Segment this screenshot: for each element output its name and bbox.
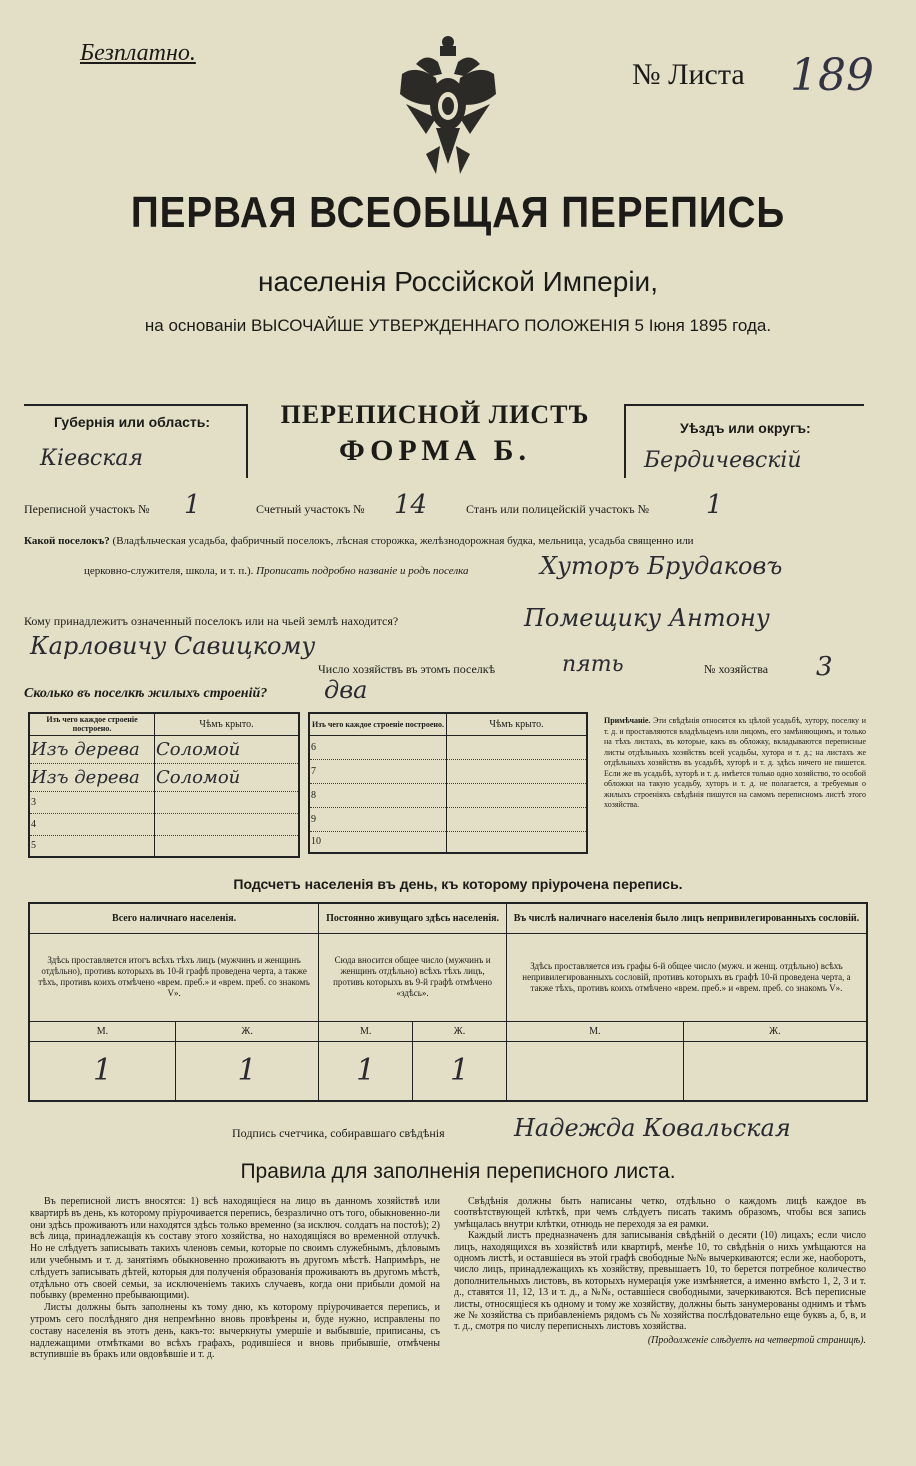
permanent-female-header: Ж.	[413, 1021, 507, 1041]
count-precinct-value: 14	[394, 490, 428, 520]
stan-value: 1	[706, 490, 723, 520]
population-count-table	[28, 902, 868, 1102]
double-headed-eagle-emblem	[396, 34, 500, 184]
precinct-label: Переписной участокъ №	[24, 502, 150, 516]
rules-right-p2: Каждый листъ предназначенъ для записыванія свѣдѣній о десяти (10) лицахъ; если число лицъ, находящихся въ хозяйствѣ или квартирѣ, менѣе 10, то свѣдѣнія о нихъ умѣщаются на одномъ листѣ, и оставшіеся въ этой графѣ свободные №№ вычеркиваются; если же, наоборотъ, число лицъ, принадлежащихъ къ хозяйству, превышаетъ 10, то берется потребное количество дополнительныхъ листовъ, въ которыхъ нумерація уже измѣняется, а именно вмѣсто 1, 2, 3 и т. д., ставятся 11, 12, 13 и т. д., а №№, оставшіеся свободными, зачеркиваются. Всѣ переписные листы, относящіеся къ одному и тому же хозяйству, должны быть занумерованы однимъ и тѣмъ же № хозяйства съ прибавленіемъ рядомъ съ № хозяйства послѣдовательно еще буквъ а, б, в, и т. д., смотря по числу переписныхъ листовъ хозяйства.	[454, 1230, 866, 1333]
rules-right-p1: Свѣдѣнія должны быть написаны четко, отдѣльно о каждомъ лицѣ каждое въ соотвѣтствующей клѣткѣ, при чемъ слѣдуетъ писать такимъ образомъ, чтобы вся запись умѣщалась внутри клѣтки, отнюдь не переходя за ея рамки.	[454, 1196, 866, 1230]
household-number-value: 3	[816, 652, 833, 682]
total-female-header: Ж.	[175, 1021, 318, 1041]
count-heading: Подсчетъ населенія въ день, къ которому пріурочена перепись.	[233, 876, 683, 892]
buildings-value: два	[324, 676, 368, 704]
uezd-value: Бердичевскій	[644, 448, 802, 473]
total-male-value: 1	[29, 1041, 175, 1101]
building-8-number: 8	[309, 783, 447, 807]
rules-left-p1: Въ переписной листъ вносятся: 1) всѣ находящіеся на лицо въ данномъ хозяйствѣ или квартирѣ въ день, къ которому пріурочивается перепись, безразлично отъ того, обыкновенно-ли они здѣсь проживаютъ или находятся здѣсь только временно (за исключ. солдатъ на постоѣ); 2) всѣ лица, принадлежащія къ составу этого хозяйства, но находящіяся во временной отлучкѣ. Но не слѣдуетъ записывать такихъ членовъ семьи, которые по своимъ служебнымъ, дѣловымъ или учебнымъ и т. д. занятіямъ обыкновенно проживаютъ въ другомъ мѣстѣ. Напримѣръ, не слѣдуетъ записывать дѣтей, которыя для полученія образованія проживаютъ въ другомъ мѣстѣ, отдѣльно отъ своей семьи, за исключеніемъ такихъ случаевъ, когда они прибыли домой на побывку (временно пребывающими).	[30, 1196, 440, 1302]
col-material-header-right: Изъ чего каждое строеніе построено.	[309, 713, 447, 735]
nonprivileged-female-value	[683, 1041, 867, 1101]
building-5-number: 5	[29, 835, 155, 857]
building-10-number: 10	[309, 831, 447, 853]
settlement-instruction: Прописать подробно названіе и родъ поселка	[256, 565, 469, 577]
uezd-label: Уѣздъ или округъ:	[680, 420, 811, 436]
gubernia-label: Губернія или область:	[54, 414, 211, 430]
building-2-roof: Соломой	[155, 763, 300, 791]
household-number-label: № хозяйства	[704, 662, 769, 676]
owner-value-2: Карловичу Савицкому	[30, 632, 316, 660]
gubernia-value: Кіевская	[40, 446, 144, 471]
stan-label: Станъ или полицейскій участокъ №	[466, 502, 650, 516]
owner-value-1: Помещику Антону	[524, 604, 770, 632]
building-1-roof: Соломой	[155, 735, 300, 763]
building-7-number: 7	[309, 759, 447, 783]
owner-label: Кому принадлежитъ означенный поселокъ или на чьей землѣ находится?	[24, 614, 399, 628]
buildings-table-right	[308, 712, 588, 854]
total-population-desc: Здѣсь проставляется итогъ всѣхъ тѣхъ лицъ (мужчинъ и женщинъ отдѣльно), противъ которыхъ въ 10-й графѣ проведена черта, а также тѣхъ, противъ коихъ отмѣчено «врем. преб.» и «врем. преб. со знакомъ V».	[29, 933, 319, 1021]
sheet-number-label: № Листа	[632, 58, 745, 91]
sheet-number-value: 189	[790, 50, 874, 101]
rules-right-column	[454, 1196, 866, 1346]
buildings-table-left	[28, 712, 300, 858]
building-4-number: 4	[29, 813, 155, 835]
col-material-header: Изъ чего каждое строеніе построено.	[29, 713, 155, 735]
form-title: ПЕРЕПИСНОЙ ЛИСТЪ	[280, 400, 590, 429]
households-label: Число хозяйствъ въ этомъ поселкѣ	[318, 662, 496, 676]
building-2-material: Изъ дерева	[29, 763, 155, 791]
precinct-value: 1	[184, 490, 201, 520]
permanent-male-header: М.	[319, 1021, 413, 1041]
basis-line: на основаніи ВЫСОЧАЙШЕ УТВЕРЖДЕННАГО ПОЛОЖЕНІЯ 5 Іюня 1895 года.	[144, 316, 772, 335]
settlement-value: Хуторъ Брудаковъ	[540, 552, 783, 580]
nonprivileged-male-value	[506, 1041, 683, 1101]
total-population-header: Всего наличнаго населенія.	[29, 903, 319, 933]
nonprivileged-desc: Здѣсь проставляется изъ графы 6-й общее число (мужч. и женщ. отдѣльно) всѣхъ непривилегированныхъ сословій, противъ которыхъ въ графѣ 10-й проведена черта, а также тѣхъ, противъ коихъ отмѣчено «врем. преб.» и «врем. преб. со знакомъ V».	[506, 933, 867, 1021]
nonprivileged-header: Въ числѣ наличнаго населенія было лицъ непривилегированныхъ сословій.	[506, 903, 867, 933]
rules-continued: (Продолженіе слѣдуетъ на четвертой страницѣ).	[647, 1334, 866, 1346]
permanent-population-desc: Сюда вносится общее число (мужчинъ и женщинъ отдѣльно) всѣхъ тѣхъ лицъ, противъ которыхъ въ 9-й графѣ отмѣчено «здѣсь».	[319, 933, 507, 1021]
col-roof-header: Чѣмъ крыто.	[155, 713, 300, 735]
settlement-hint2	[84, 566, 469, 577]
permanent-population-header: Постоянно живущаго здѣсь населенія.	[319, 903, 507, 933]
nonprivileged-male-header: М.	[506, 1021, 683, 1041]
buildings-note	[604, 716, 866, 811]
permanent-female-value: 1	[413, 1041, 507, 1101]
nonprivileged-female-header: Ж.	[683, 1021, 867, 1041]
count-precinct-label: Счетный участокъ №	[256, 502, 365, 516]
total-female-value: 1	[175, 1041, 318, 1101]
signature-label: Подпись счетчика, собиравшаго свѣдѣнія	[232, 1126, 445, 1140]
rules-left-column	[30, 1196, 440, 1361]
settlement-hint: (Владѣльческая усадьба, фабричный поселокъ, лѣсная сторожка, желѣзнодорожная будка, мельница, усадьба священно или	[112, 535, 694, 547]
settlement-label	[24, 536, 874, 547]
total-male-header: М.	[29, 1021, 175, 1041]
col-roof-header-right: Чѣмъ крыто.	[447, 713, 588, 735]
buildings-label: Сколько въ поселкѣ жилыхъ строеній?	[24, 686, 268, 701]
building-9-number: 9	[309, 807, 447, 831]
buildings-note-title: Примѣчаніе.	[604, 716, 651, 725]
buildings-note-text: Эти свѣдѣнія относятся къ цѣлой усадьбѣ, хутору, поселку и т. д. и проставляются владѣльцемъ или лицомъ, его замѣняющимъ, и только на тѣхъ листахъ, въ которые, какъ въ обложку, вкладываются переписные листы отдѣльныхъ хозяйствъ всей усадьбы, хутора и т. д.; на листахъ же отдѣльныхъ хозяйствъ въ усадьбѣ, хуторѣ и т. д. здѣсь ничего не пишется. Если же въ усадьбѣ, хуторѣ и т. д. имѣется только одно хозяйство, то особой обложки на такую усадьбу, хуторъ и т. д. не полагается, а требуемыя о жилыхъ строеніяхъ свѣдѣнія пишутся на самомъ переписномъ листѣ этого хозяйства.	[604, 716, 866, 809]
page-subtitle: населенія Россійской Имперіи,	[258, 266, 658, 297]
form-name: ФОРМА Б.	[338, 434, 532, 467]
households-value: пять	[562, 652, 624, 677]
permanent-male-value: 1	[319, 1041, 413, 1101]
settlement-label-text: Какой поселокъ?	[24, 535, 110, 547]
page-title: ПЕРВАЯ ВСЕОБЩАЯ ПЕРЕПИСЬ	[130, 188, 786, 237]
building-3-number: 3	[29, 791, 155, 813]
settlement-hint2-text: церковно-служителя, школа, и т. п.).	[84, 565, 254, 577]
signature-value: Надежда Ковальская	[514, 1114, 791, 1142]
building-6-number: 6	[309, 735, 447, 759]
rules-left-p2: Листы должны быть заполнены къ тому дню, къ которому пріурочивается перепись, и утромъ сего послѣдняго дня непремѣнно вновь провѣрены и, буде нужно, исправлены по составу населенія въ этотъ день, какъ-то: вычеркнуты умершіе и выбывшіе, приписаны, съ надлежащими отмѣтками во всѣхъ графахъ, родившіеся и вновь прибывшіе, отмѣчены вступившіе въ бракъ или овдовѣвшіе и т. д.	[30, 1302, 440, 1361]
building-1-material: Изъ дерева	[29, 735, 155, 763]
rules-title: Правила для заполненія переписного листа.	[240, 1160, 676, 1183]
free-label: Безплатно.	[80, 40, 196, 66]
